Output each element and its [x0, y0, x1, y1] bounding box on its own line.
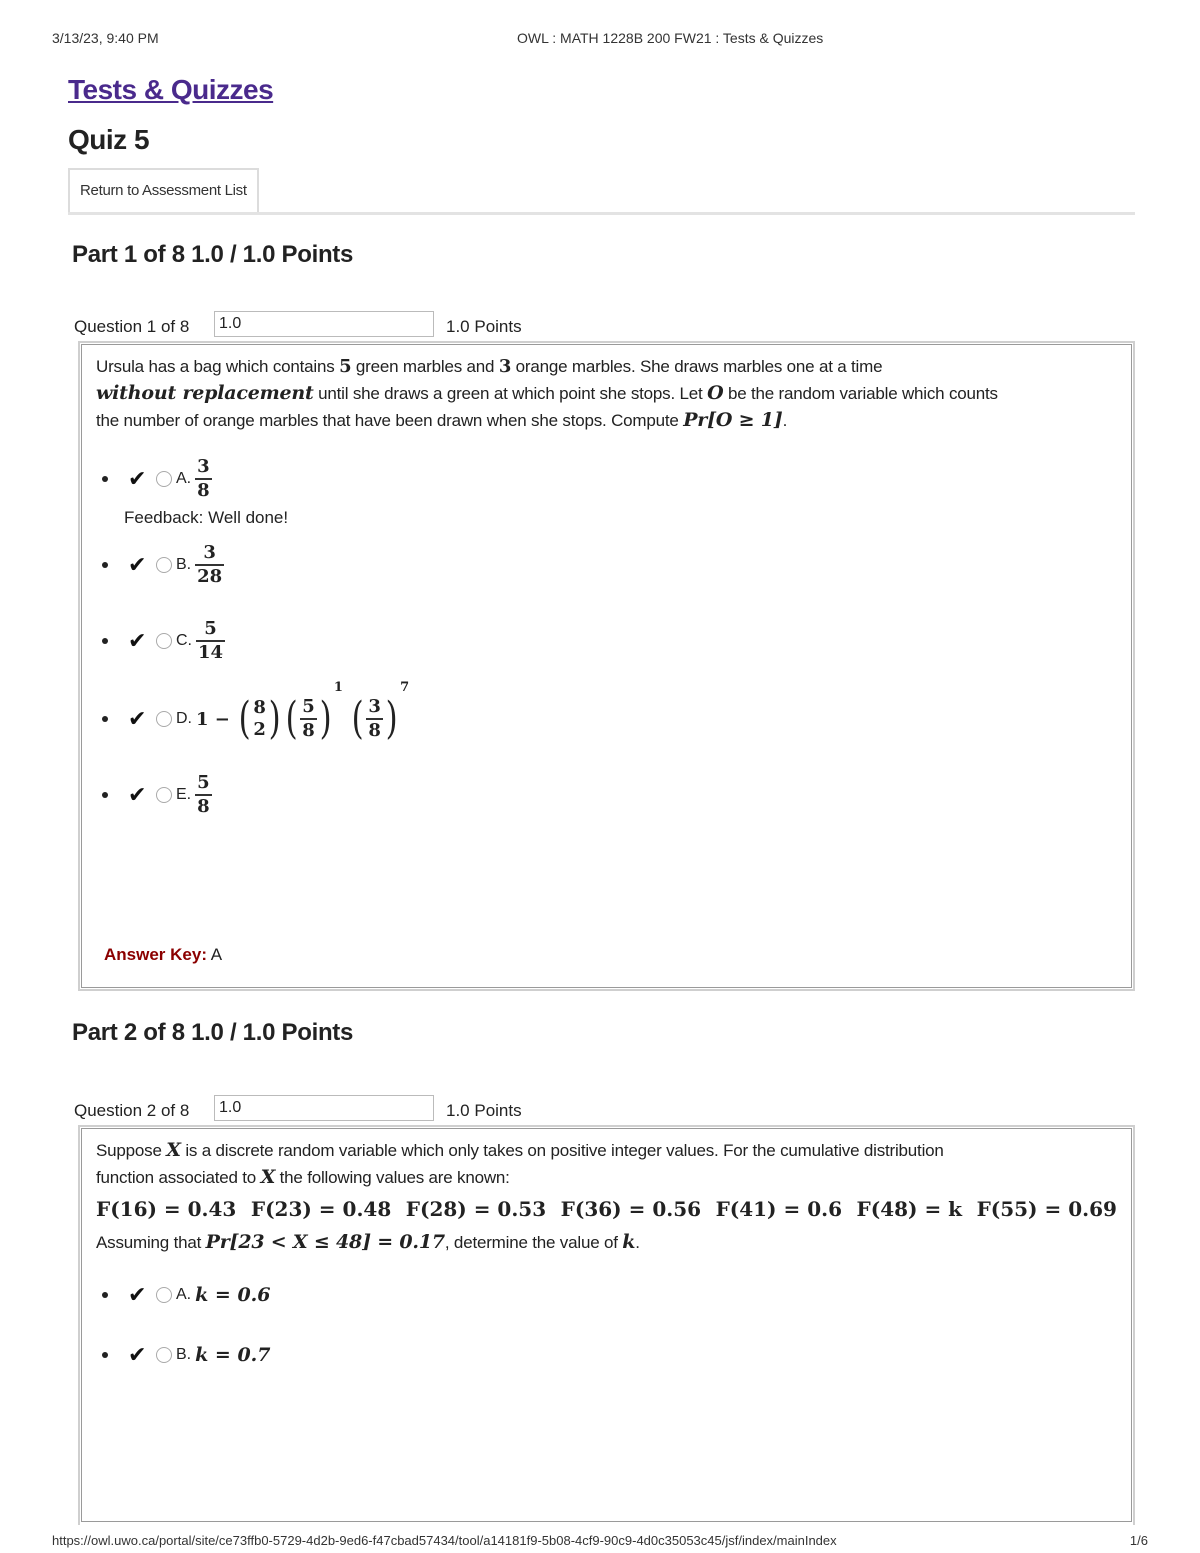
radio-button[interactable] — [156, 557, 172, 573]
answer-option: ✔ B. k = 0.7 — [96, 1344, 1117, 1366]
page-title: Quiz 5 — [68, 124, 150, 155]
radio-button[interactable] — [156, 711, 172, 727]
question-label: Question 1 of 8 — [74, 317, 190, 336]
print-header — [52, 30, 1148, 50]
radio-button[interactable] — [156, 471, 172, 487]
checkmark-icon: ✔ — [128, 628, 147, 653]
points-label: 1.0 Points — [446, 317, 522, 336]
checkmark-icon: ✔ — [128, 466, 147, 491]
points-label: 1.0 Points — [446, 1101, 522, 1120]
checkmark-icon: ✔ — [128, 1342, 147, 1367]
radio-button[interactable] — [156, 1347, 172, 1363]
checkmark-icon: ✔ — [128, 552, 147, 577]
print-footer — [52, 1533, 1148, 1553]
print-date: 3/13/23, 9:40 PM — [52, 30, 159, 46]
score-input[interactable] — [214, 1095, 434, 1121]
breadcrumb-tests-quizzes[interactable]: Tests & Quizzes — [68, 74, 274, 105]
score-input[interactable] — [214, 311, 434, 337]
answer-key: Answer Key: A — [104, 945, 223, 964]
part-1-title: Part 1 of 8 1.0 / 1.0 Points — [72, 241, 354, 268]
answer-option: ✔ A. k = 0.6 — [96, 1284, 1117, 1306]
question-condition: Assuming that Pr[23 < X ≤ 48] = 0.17, determine the value of k. — [96, 1231, 640, 1253]
question-text: Suppose X is a discrete random variable which only takes on positive integer values. For the cumulative distribution function associated to X the following values are known: — [96, 1139, 944, 1188]
question-1-header — [74, 311, 1135, 341]
question-2-box — [78, 1125, 1135, 1525]
answer-option: ✔ B. $\frac{3}{28}$ — [96, 542, 1117, 588]
tab-bar — [68, 168, 1135, 215]
answer-option: ✔ C. $\frac{5}{14}$ — [96, 618, 1117, 664]
question-2-header — [74, 1095, 1135, 1125]
answer-list — [96, 456, 1117, 818]
radio-button[interactable] — [156, 1287, 172, 1303]
answer-option: ✔ A. $\frac{3}{8}$ — [96, 456, 1117, 502]
checkmark-icon: ✔ — [128, 706, 147, 731]
part-2-title: Part 2 of 8 1.0 / 1.0 Points — [72, 1019, 354, 1046]
radio-button[interactable] — [156, 787, 172, 803]
option-d-expression: 1 − ( 8 2 ) ( $\frac{5}{8}$ ) 1 ( $\frac{3}{8}$ ) 7 — [196, 680, 410, 744]
cdf-values: F(16) = 0.43 F(23) = 0.48 F(28) = 0.53 F(36) = 0.56 F(41) = 0.6 F(48) = k F(55) = 0.69 — [96, 1197, 1117, 1221]
feedback-text: Feedback: Well done! — [124, 508, 289, 527]
answer-option: ✔ D. 1 − ( 8 2 ) ( $\frac{5}{8}$ ) 1 ( $\frac{3}{8}$ ) 7 — [96, 696, 1117, 742]
page-number: 1/6 — [1129, 1533, 1148, 1548]
checkmark-icon: ✔ — [128, 1282, 147, 1307]
return-to-list-button[interactable]: Return to Assessment List — [68, 168, 259, 212]
question-1-box — [78, 341, 1135, 991]
checkmark-icon: ✔ — [128, 782, 147, 807]
answer-list — [96, 1284, 1117, 1366]
question-text: Ursula has a bag which contains 5 green marbles and 3 orange marbles. She draws marbles one at a time without replacement until she draws a green at which point she stops. Let O be the random variable which counts the number of orange marbles that have been drawn when she stops. Compute Pr[O ≥ 1]. — [96, 356, 998, 431]
radio-button[interactable] — [156, 633, 172, 649]
print-title: OWL : MATH 1228B 200 FW21 : Tests & Quizzes — [517, 30, 824, 46]
main-content — [68, 72, 1135, 1525]
question-label: Question 2 of 8 — [74, 1101, 190, 1120]
answer-option: ✔ E. $\frac{5}{8}$ — [96, 772, 1117, 818]
print-url: https://owl.uwo.ca/portal/site/ce73ffb0-5729-4d2b-9ed6-f47cbad57434/tool/a14181f9-5b08-4cf9-90c9-4d0c35053c45/jsf/index/mainIndex — [52, 1533, 837, 1548]
